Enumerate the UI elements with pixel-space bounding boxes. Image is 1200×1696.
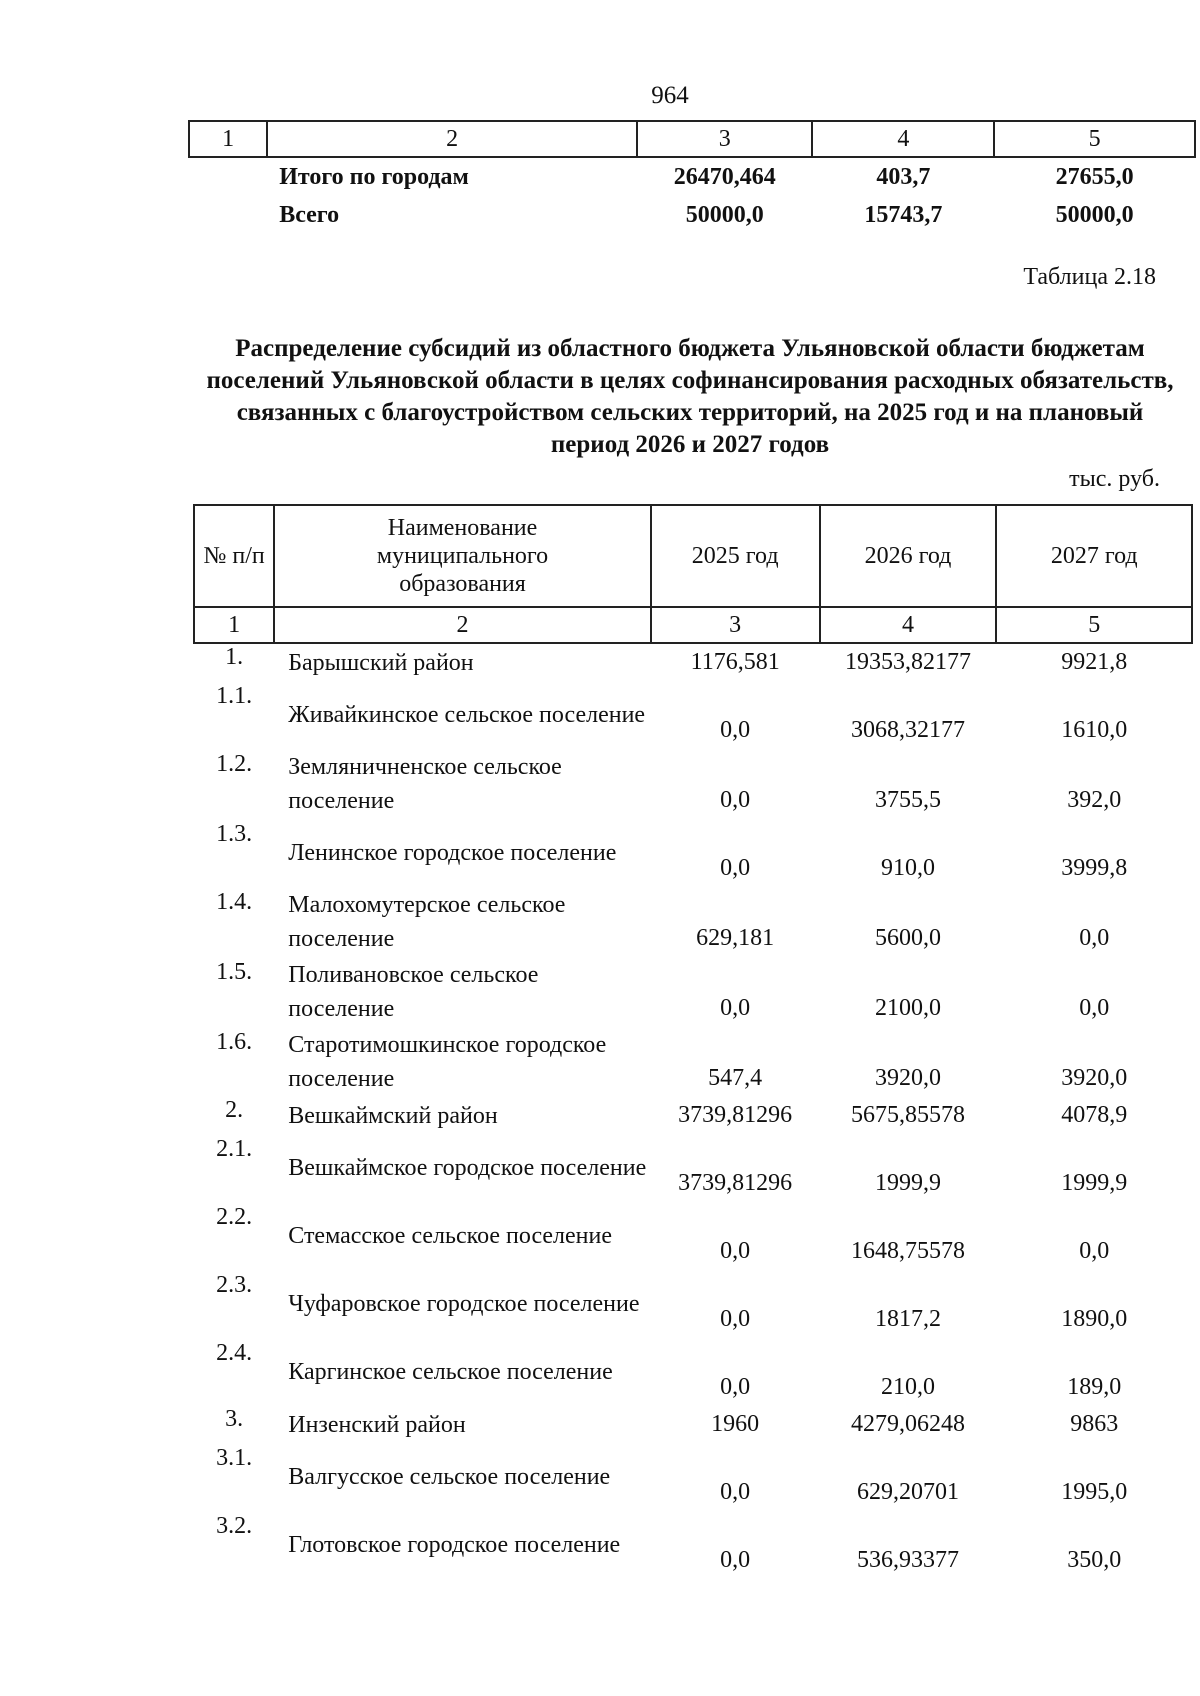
value-2027: 0,0 [1079,1238,1110,1264]
value-2026: 1817,2 [875,1306,941,1332]
table-row [194,1443,1192,1511]
value-2027: 1890,0 [1061,1306,1128,1332]
value-2026: 4279,06248 [851,1411,965,1437]
value-2027: 4078,9 [1061,1102,1128,1128]
table-body [194,643,1192,1579]
row-number: 1. [225,644,244,670]
row-number: 2.3. [216,1272,253,1298]
index-cell: 3 [651,607,820,643]
row-name: Старотимошкинское городское поселение [288,1032,607,1092]
table-row [189,157,1195,196]
continuation-header-row [189,121,1195,157]
value-2025: 26470,464 [673,163,776,190]
row-name: Вешкаймское городское поселение [288,1155,647,1181]
continuation-table [188,120,1196,234]
value-2027: 0,0 [1079,995,1110,1021]
value-2027: 50000,0 [1055,201,1134,228]
value-2025: 50000,0 [685,201,764,228]
value-2026: 403,7 [876,163,931,190]
row-number: 1.4. [216,889,253,915]
value-2026: 3755,5 [875,787,941,813]
row-number: 3. [225,1406,244,1432]
header-cell: 2 [267,121,637,157]
value-2026: 19353,82177 [845,649,971,675]
value-2027: 350,0 [1067,1547,1122,1573]
value-2025: 0,0 [720,855,751,881]
row-name: Итого по городам [279,163,469,190]
value-2027: 9921,8 [1061,649,1128,675]
value-2025: 1960 [711,1411,760,1437]
row-name: Малохомутерское сельское поселение [288,892,566,952]
header-cell: 3 [637,121,812,157]
value-2025: 3739,81296 [678,1170,793,1196]
header-2025: 2025 год [651,505,820,607]
table-row [194,749,1192,819]
row-name: Ленинское городское поселение [288,840,617,866]
value-2026: 5675,85578 [851,1102,965,1128]
value-2026: 2100,0 [875,995,941,1021]
value-2025: 3739,81296 [678,1102,793,1128]
value-2026: 210,0 [881,1374,935,1400]
row-name: Поливановское сельское поселение [288,962,539,1022]
row-number: 3.2. [216,1513,253,1539]
index-cell: 5 [996,607,1192,643]
row-name: Каргинское сельское поселение [288,1359,613,1385]
value-2025: 0,0 [720,787,751,813]
row-name: Живайкинское сельское поселение [288,702,646,728]
table-header-row [194,505,1192,607]
value-2026: 910,0 [881,855,935,881]
value-2025: 547,4 [708,1065,763,1091]
document-title: Распределение субсидий из областного бюджета Ульяновской области бюджетам поселений Ульяновской области в целях софинансирования расходных обязательств, связанных с благоустройством сельских территорий, на 2025 год и на плановый период 2026 и 2027 годов [206,335,1174,458]
table-row [189,196,1195,234]
value-2027: 3920,0 [1061,1065,1128,1091]
row-number: 1.3. [216,821,253,847]
value-2025: 629,181 [696,925,775,951]
row-name: Инзенский район [288,1411,466,1438]
value-2027: 1610,0 [1061,717,1128,743]
row-number: 2.4. [216,1340,253,1366]
row-name: Барышский район [288,649,474,676]
table-row [194,1511,1192,1579]
row-name: Всего [279,201,340,228]
row-number: 1.2. [216,751,253,777]
table-row [194,1134,1192,1202]
value-2027: 9863 [1070,1411,1119,1437]
row-number: 1.5. [216,959,253,985]
table-row [194,887,1192,957]
subsidy-table [193,504,1193,1579]
value-2027: 189,0 [1067,1374,1122,1400]
value-2025: 0,0 [720,1306,751,1332]
value-2025: 0,0 [720,995,751,1021]
page-number: 964 [651,82,689,109]
index-row [194,607,1192,643]
index-cell: 1 [194,607,274,643]
table-row [194,1338,1192,1406]
value-2026: 1648,75578 [851,1238,965,1264]
header-2026: 2026 год [820,505,997,607]
value-2025: 0,0 [720,717,751,743]
value-2025: 0,0 [720,1238,751,1264]
value-2025: 0,0 [720,1479,751,1505]
table-row [194,1406,1192,1443]
value-2026: 5600,0 [875,925,941,951]
value-2027: 1999,9 [1061,1170,1128,1196]
row-number: 3.1. [216,1445,253,1471]
value-2026: 1999,9 [875,1170,941,1196]
row-number: 2.2. [216,1204,253,1230]
value-2027: 0,0 [1079,925,1110,951]
value-2026: 536,93377 [857,1547,959,1573]
value-2025: 0,0 [720,1374,751,1400]
index-cell: 4 [820,607,997,643]
row-name: Глотовское городское поселение [288,1532,621,1558]
row-name: Стемасское сельское поселение [288,1223,613,1249]
table-row [194,1270,1192,1338]
units-label: тыс. руб. [1069,466,1160,492]
value-2027: 392,0 [1067,787,1122,813]
row-number: 2. [225,1097,244,1123]
index-cell: 2 [274,607,651,643]
header-cell: 4 [812,121,994,157]
value-2027: 27655,0 [1055,163,1134,190]
table-row [194,1097,1192,1134]
table-row [194,681,1192,749]
table-label: Таблица 2.18 [1023,264,1156,290]
table-row [194,1027,1192,1097]
value-2026: 15743,7 [864,201,943,228]
header-number: № п/п [194,505,274,607]
table-row [194,643,1192,681]
header-cell: 1 [189,121,267,157]
header-2027: 2027 год [996,505,1192,607]
header-name: Наименование муниципального образования [274,505,651,607]
row-number: 2.1. [216,1136,253,1162]
value-2026: 629,20701 [857,1479,959,1505]
row-name: Валгусское сельское поселение [288,1464,611,1490]
value-2025: 1176,581 [690,649,780,675]
header-cell: 5 [994,121,1195,157]
value-2026: 3068,32177 [851,717,965,743]
row-name: Чуфаровское городское поселение [288,1291,640,1317]
table-row [194,957,1192,1027]
table-row [194,1202,1192,1270]
row-number: 1.6. [216,1029,253,1055]
value-2027: 3999,8 [1061,855,1128,881]
value-2026: 3920,0 [875,1065,941,1091]
row-number: 1.1. [216,683,253,709]
table-row [194,819,1192,887]
value-2025: 0,0 [720,1547,751,1573]
value-2027: 1995,0 [1061,1479,1128,1505]
row-name: Вешкаймский район [288,1102,498,1129]
row-name: Земляничненское сельское поселение [288,754,562,814]
